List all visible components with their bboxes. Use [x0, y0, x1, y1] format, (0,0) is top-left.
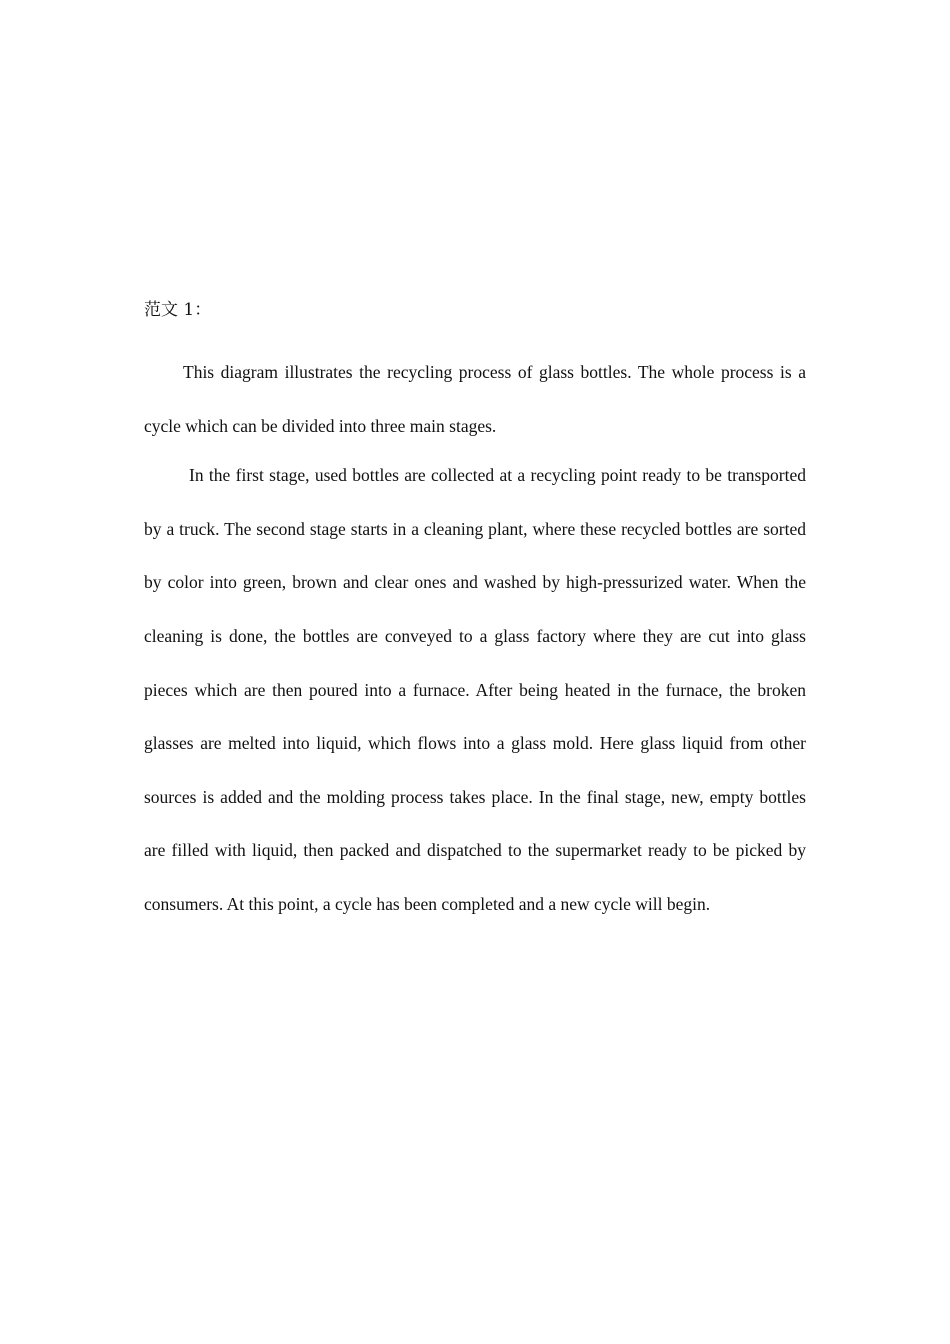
document-body [144, 296, 806, 932]
paragraph-intro: This diagram illustrates the recycling process of glass bottles. The whole process is a cycle which can be divided into three main stages. [144, 362, 806, 436]
sample-essay-heading: 范文 1： [144, 300, 212, 320]
paragraph-stages: In the first stage, used bottles are collected at a recycling point ready to be transported by a truck. The second stage starts in a cleaning plant, where these recycled bottles are sorted by color into green, brown and clear ones and washed by high-pressurized water. When the cleaning is done, the bottles are conveyed to a glass factory where they are cut into glass pieces which are then poured into a furnace. After being heated in the furnace, the broken glasses are melted into liquid, which flows into a glass mold. Here glass liquid from other sources is added and the molding process takes place. In the final stage, new, empty bottles are filled with liquid, then packed and dispatched to the supermarket ready to be picked by consumers. At this point, a cycle has been completed and a new cycle will begin. [144, 465, 806, 914]
